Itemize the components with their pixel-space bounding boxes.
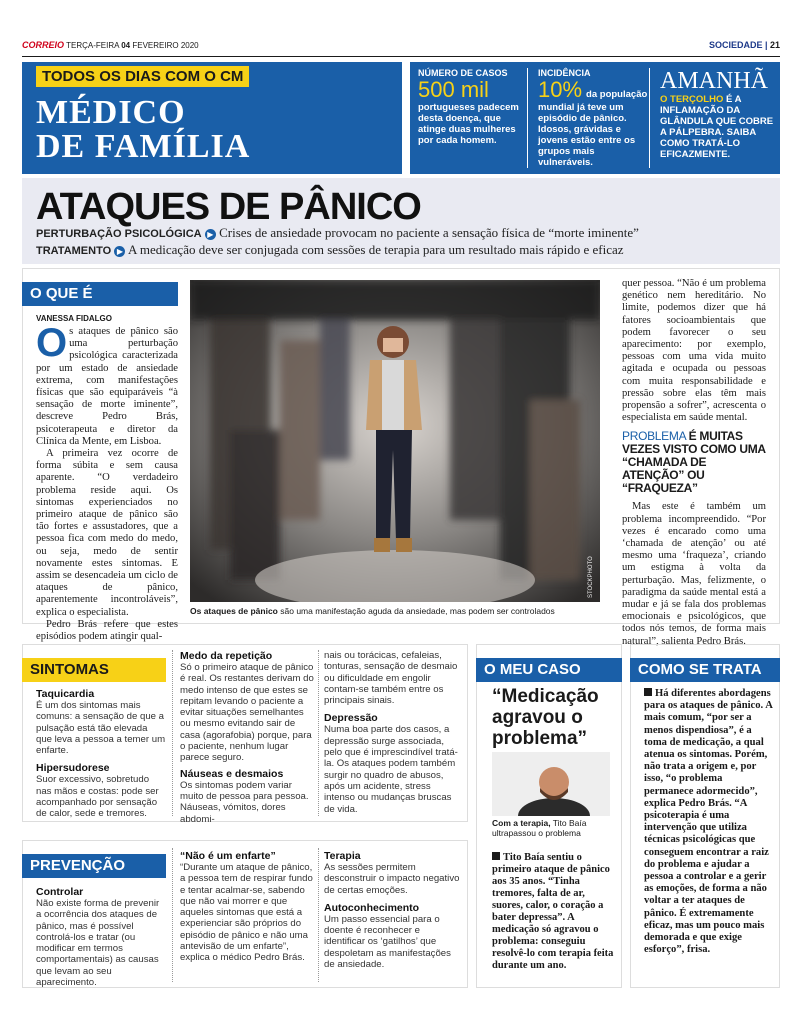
divider — [172, 650, 173, 816]
photo-caption-text: são uma manifestação aguda da ansiedade, mas podem ser controlados — [280, 606, 555, 616]
meucaso-text: Tito Baía sentiu o primeiro ataque de pânico aos 35 anos. “Tinha tremores, falta de ar, suores, calor, o coração a bater depressa”. A medicação só agravou o problema: conseguiu resolvê-lo com terapia feita durante um ano. — [492, 852, 614, 971]
sintoma-depressao-title: Depressão — [324, 712, 378, 725]
tomorrow-label: AMANHÃ — [660, 68, 768, 94]
date-rest: FEVEREIRO 2020 — [132, 41, 199, 50]
problema-subhead-key: PROBLEMA — [622, 429, 686, 444]
tomorrow-text: É A INFLAMAÇÃO DA GLÂNDULA QUE COBRE A PÁLPEBRA. SAIBA COMO TRATÁ-LO EFICAZMENTE. — [660, 94, 774, 160]
comosetrata-text-block — [644, 688, 774, 956]
sintoma-nauseas-cont: nais ou torácicas, cefaleias, tonturas, sensação de desmaio ou dificuldade em engolir contam-se também entre os principais sinais. — [324, 650, 458, 707]
sintoma-medo-title: Medo da repetição — [180, 650, 273, 662]
sintomas-col-2 — [180, 650, 314, 825]
meucaso-text-block — [492, 852, 616, 972]
stat-incidence — [538, 68, 650, 168]
dropcap: O — [36, 321, 68, 365]
photo-caption — [190, 606, 555, 616]
comosetrata-header: COMO SE TRATA — [630, 658, 780, 682]
subtitle-1-text: Crises de ansiedade provocam no paciente a sensação física de “morte iminente” — [219, 225, 639, 240]
comosetrata-text: Há diferentes abordagens para os ataques de pânico. A mais comum, “por ser a menos dispendiosa”, é a toma de medicação, a qual atenua os sintomas. Porém, não trata a origem e, por isso, “o problema permanece adormecido”, explica Pedro Brás. “A psicoterapia é uma intervenção que utiliza técnicas psicológicas que conseguem encontrar a raiz do problema e ajudar a pessoa a controlar e a gerir as emoções, de forma a não voltar a ter ataques de pânico. É extremamente eficaz, mas um pouco mais demorada e que exige esforço”, frisa. — [644, 688, 773, 956]
oque-right-paragraph-1: quer pessoa. “Não é um problema genético nem hereditário. No limite, podemos dizer que há fatores socioambientais que podem favorecer o seu aparecimento: por exemplo, pessoas com uma vida muito agitada e ocupada ou pessoas com muita responsabilidade e pressão sobre elas têm mais propensão a sofrer”, acrescenta o especialista em saúde mental. — [622, 278, 766, 424]
stat-cases — [418, 68, 528, 168]
meucaso-header: O MEU CASO — [476, 658, 622, 682]
section-name: SOCIEDADE | 21 — [708, 40, 780, 50]
prevencao-col-3 — [324, 850, 462, 970]
stat-cases-value: 500 mil — [418, 77, 489, 102]
quote-mark-icon — [492, 852, 500, 860]
sintoma-taquicardia-title: Taquicardia — [36, 688, 95, 700]
byline: VANESSA FIDALGO — [36, 314, 113, 323]
oque-paragraph-1: s ataques de pânico são uma perturbação psicológica caracterizada por um estado de ansiedade extrema, com manifestações físicas que são equiparáveis “à sensação de morte iminente”, descreve Pedro Brás, psicoterapeuta e diretor da Clínica da Mente, em Lisboa. — [36, 326, 178, 447]
panic-photo-illustration — [190, 280, 600, 602]
arrow-right-icon: ▶ — [114, 246, 125, 257]
header-title — [36, 96, 250, 164]
oque-header: O QUE É — [22, 282, 178, 306]
stat-incidence-text-a: da população — [586, 89, 648, 100]
photo-credit: STOCKPHOTO — [588, 556, 594, 598]
problema-subhead-text: É MUITAS VEZES VISTO COMO UMA “CHAMADA DE ATENÇÃO” OU “FRAQUEZA” — [622, 429, 766, 496]
subtitle-2 — [36, 242, 624, 258]
subtitle-1 — [36, 225, 639, 241]
tito-caption — [492, 818, 616, 838]
sintoma-taquicardia-text: É um dos sintomas mais comuns: a sensação de que a pulsação está tão elevada que leva a pessoa a temer um enfarte. — [36, 700, 166, 757]
problema-subhead — [622, 430, 766, 495]
prevencao-controlar-title: Controlar — [36, 886, 84, 898]
prevencao-autoconhecimento-title: Autoconhecimento — [324, 901, 420, 914]
date-prefix: TERÇA-FEIRA — [66, 41, 119, 50]
tito-caption-text: Tito Baía ultrapassou o problema — [492, 818, 587, 838]
sintoma-nauseas-title: Náuseas e desmaios — [180, 767, 284, 780]
sintoma-medo-text: Só o primeiro ataque de pânico é real. Os restantes derivam do medo intenso de que estes se repitam levando o paciente a evitar situações semelhantes ou mesmo evitando sair de casa (agorafobia) porque, para o paciente, nenhum lugar parece seguro. — [180, 662, 314, 764]
stat-cases-label: NÚMERO DE CASOS — [418, 68, 508, 78]
prevencao-controlar-text: Não existe forma de prevenir a ocorrência dos ataques de pânico, mas é possível controlá-los e tratar (ou modificar em termos comportamentais) as causas que levam ao seu aparecimento. — [36, 898, 160, 989]
oque-paragraph-3: Pedro Brás refere que estes episódios podem atingir qual- — [36, 618, 178, 643]
quote-mark-icon — [644, 688, 652, 696]
sintomas-header: SINTOMAS — [22, 658, 166, 682]
sintomas-col-3 — [324, 650, 462, 815]
date-day: 04 — [121, 41, 131, 50]
subtitle-2-text: A medicação deve ser conjugada com sessões de terapia para um resultado mais rápido e eficaz — [127, 242, 624, 257]
oque-column-right — [622, 278, 766, 648]
page-topline — [22, 40, 780, 54]
sintoma-depressao-text: Numa boa parte dos casos, a depressão surge associada, pelo que é imprescindível tratá-la. Os ataques podem também surgir no quadro de abusos, após um acidente, stress intenso ou mudanças bruscas de vida. — [324, 724, 458, 815]
tito-caption-bold: Com a terapia, — [492, 818, 551, 828]
header-title-line1: MÉDICO — [36, 94, 186, 131]
portrait-icon — [492, 752, 610, 816]
divider — [172, 848, 173, 982]
divider — [318, 650, 319, 816]
stat-incidence-text-b: mundial já teve um episódio de pânico. Idosos, grávidas e jovens estão entre os grupos mais vulneráveis. — [538, 102, 636, 168]
sintoma-hipersudorese-text: Suor excessivo, sobretudo nas mãos e costas: pode ser acompanhado por sensação de calor, sede e tremores. — [36, 774, 159, 820]
stat-cases-text: portugueses padecem desta doença, que atinge duas mulheres por cada homem. — [418, 102, 519, 146]
sintoma-hipersudorese-title: Hipersudorese — [36, 762, 110, 775]
prevencao-enfarte-text: “Durante um ataque de pânico, a pessoa tem de respirar fundo e tentar acalmar-se, sabendo que não vai morrer e que aqueles sintomas que está a experienciar são próprios do episódio de pânico e não uma antevisão de um enfarte”, explica o médico Pedro Brás. — [180, 862, 313, 964]
oque-column-left — [36, 321, 178, 643]
page-number: 21 — [769, 40, 780, 50]
divider — [318, 848, 319, 982]
brand-logo: CORREIO — [22, 40, 65, 50]
oque-right-paragraph-2: Mas este é também um problema incompreendido. “Por vezes é encarado como uma ‘chamada de atenção’ ou até mesmo uma ‘fraqueza’, criando um estigma à volta da perturbação. Mas, felizmente, o paradigma da saúde mental está a mudar e já se fala dos problemas emocionais e psicológicos, que todos nós temos, de forma mais natural”, salienta Pedro Brás. — [622, 501, 766, 647]
sintomas-col-1 — [36, 688, 166, 820]
meucaso-quote: “Medicação agravou o problema” — [492, 686, 599, 749]
stat-incidence-value: 10% — [538, 77, 583, 102]
prevencao-enfarte-title: “Não é um enfarte” — [180, 850, 276, 862]
arrow-right-icon: ▶ — [205, 229, 216, 240]
photo-caption-bold: Os ataques de pânico — [190, 606, 278, 616]
header-tag: TODOS OS DIAS COM O CM — [36, 66, 249, 87]
stat-incidence-label: INCIDÊNCIA — [538, 68, 591, 78]
prevencao-col-2 — [180, 850, 314, 964]
prevencao-terapia-title: Terapia — [324, 850, 361, 862]
tomorrow-box — [660, 68, 776, 168]
sintoma-nauseas-text: Os sintomas podem variar muito de pessoa para pessoa. Náuseas, vómitos, dores abdomi- — [180, 779, 309, 825]
prevencao-col-1 — [36, 886, 166, 988]
article-photo — [190, 280, 600, 602]
oque-paragraph-2: A primeira vez ocorre de forma súbita e sem causa aparente. “O verdadeiro problema reside aqui. Os sintomas experienciados no primeiro ataque de pânico são tão fortes e assustadores, que a pessoa fica com medo do medo, ou seja, medo de sentir novamente estes sintomas. E assim se desencadeia um ciclo de ataques de pânico, aparentemente incontroláveis”, explica o especialista. — [36, 448, 178, 618]
prevencao-terapia-text: As sessões permitem desconstruir o impacto negativo de certas emoções. — [324, 862, 460, 896]
subtitle-2-key: TRATAMENTO — [36, 245, 112, 257]
header-title-line2: DE FAMÍLIA — [36, 128, 251, 165]
tomorrow-highlight: O TERÇOLHO — [660, 94, 724, 105]
prevencao-autoconhecimento-text: Um passo essencial para o doente é reconhecer e identificar os ‘gatilhos’ que despoletam as manifestações de ansiedade. — [324, 913, 451, 971]
prevencao-header: PREVENÇÃO — [22, 854, 166, 878]
tito-photo — [492, 752, 610, 816]
top-rule — [22, 56, 780, 57]
article-title: ATAQUES DE PÂNICO — [36, 186, 421, 228]
subtitle-1-key: PERTURBAÇÃO PSICOLÓGICA — [36, 228, 202, 240]
